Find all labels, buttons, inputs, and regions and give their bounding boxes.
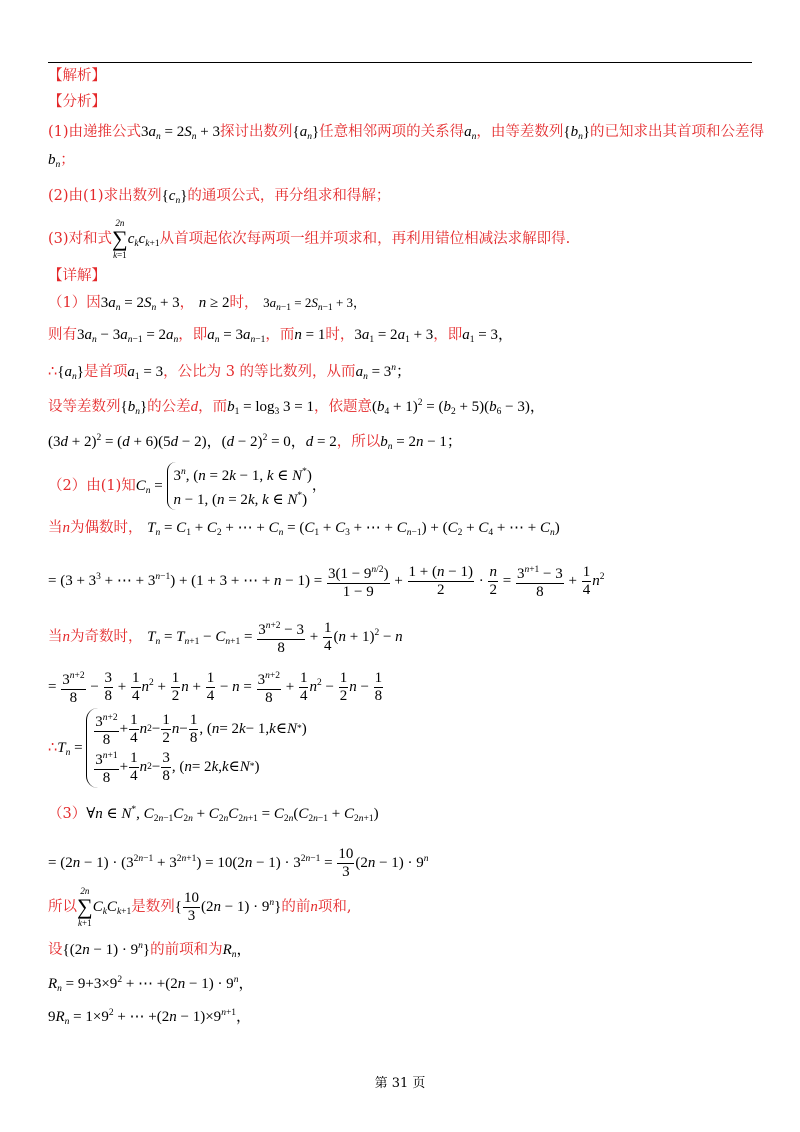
- fenxi-heading: 【分析】: [48, 94, 106, 110]
- detail-1-line-2: 则有$3a_n - 3a_{n-1} = 2a_n$，即$a_n = 3a_{n-1}$，而n = 1时，$3a_1 = 2a_1 + 3$，即$a_1 = 3$，: [48, 327, 513, 345]
- page-number: 第 31 页: [374, 1076, 426, 1091]
- detail-2-odd: 当n为奇数时， $T_n = T_{n+1} - C_{n+1}$ = $\frac{3^{n+2} - 3}{8}$ + $\frac{1}{4}$ $(n + 1)^2 - n$: [48, 620, 403, 656]
- sum-symbol: 2n ∑ k=1: [112, 218, 128, 260]
- analysis-step-1: (1)由递推公式$3a_n = 2S_n + 3$探讨出数列$\{a_n\}$任意相邻两项的关系得$a_n$，由等差数列$\{b_n\}$的已知求出其首项和公差得: [48, 124, 765, 142]
- detail-2-even: 当n为偶数时， $T_n = C_1 + C_2$ + ⋯ + $C_n = (C_1 + C_3$ + ⋯ + $C_{n-1}) + (C_2 + C_4$ + ⋯ + $C_n$): [48, 520, 560, 538]
- piecewise-tn: $\frac{3^{n+2}}{8}$ + $\frac{1}{4}$ n 2 − $\frac{1}{2}$ n − $\frac{1}{8}$ , ( n = 2 k − 1, k ∈ N * ) $\frac{3^{n+1}}{8}$ + $\frac{1}{4}$ n 2 − $\frac{3}{8}$ , ( n = 2 k , k ∈ N * ): [86, 708, 306, 788]
- detail-3-line-2: = $(2n - 1) \cdot (3^{2n-1} + 3^{2n+1}) = 10(2n - 1) \cdot 3^{2n-1}$ = $\frac{10}{3}$ $(2n - 1) \cdot 9^n$: [48, 846, 429, 880]
- detail-1-line-5: $(3d + 2)^2 = (d + 6)(5d - 2)$，$(d - 2)^2 = 0$，d = 2，所以$b_n = 2n - 1$；: [48, 433, 462, 452]
- piecewise-cn: 3$^n$, (n = 2k − 1, k ∈ N*) n − 1, (n = 2k, k ∈ N*): [167, 462, 312, 510]
- detail-3-line-1: （3）∀n ∈ N*, $C_{2n-1}C_{2n} + C_{2n}C_{2n+1} = C_{2n}(C_{2n-1} + C_{2n+1})$: [48, 805, 379, 824]
- detail-2-even-sum: = ($3 + 3^3$ + ⋯ + $3^{n-1}) + (1 + 3$ + ⋯ + n − 1) = $\frac{3(1 - 9^{n/2})}{1 - 9}$ + $\frac{1 + (n - 1)}{2}$ · $\frac{n}{2}$ = $\frac{3^{n+1} - 3}{8}$ + $\frac{1}{4}$ $n^2$: [48, 564, 605, 600]
- xiangjie-heading: 【详解】: [48, 268, 106, 284]
- header-rule: [48, 62, 752, 63]
- detail-1-line-3: $\therefore\{a_n\}$是首项$a_1 = 3$，公比为 3 的等比数列，从而$a_n = 3^n$；: [48, 363, 412, 382]
- detail-2-tn: $\therefore T_n$ = $\frac{3^{n+2}}{8}$ + $\frac{1}{4}$ n 2 − $\frac{1}{2}$ n − $\frac{1}{8}$ , ( n = 2 k − 1, k ∈ N * ) $\frac{3^{n+1}}{8}$ + $\frac{1}{4}$ n 2 − $\frac{3}{8}$ , ( n = 2 k , k ∈ N * ): [48, 708, 307, 788]
- detail-3-line-4: 设$\{(2n - 1) \cdot 9^n\}$的前项和为$R_n$，: [48, 941, 252, 960]
- detail-2-odd-expand: = $\frac{3^{n+2}}{8}$ − $\frac{3}{8}$ + $\frac{1}{4}$ $n^2$ + $\frac{1}{2}$ n + $\frac{1}{4}$ − n = $\frac{3^{n+2}}{8}$ + $\frac{1}{4}$ $n^2$ − $\frac{1}{2}$ n − $\frac{1}{8}$: [48, 670, 383, 706]
- detail-3-line-5: $R_n = 9+3\times 9^2$ + ⋯ $+(2n - 1) \cdot 9^n$，: [48, 975, 254, 994]
- detail-1-line-4: 设等差数列$\{b_n\}$的公差d，而$b_1 = \log_3 3 = 1$，依题意$(b_4 + 1)^2 = (b_2 + 5)(b_6 - 3)$，: [48, 398, 545, 417]
- detail-3-line-3: 所以2n ∑ $k+1C_kC_{k+1}$是数列{ $\frac{10}{3}$ $(2n - 1) \cdot 9^n$}的前n项和,: [48, 886, 352, 928]
- analysis-step-3: (3)对和式2n ∑ $k=1c_kc_{k+1}$从首项起依次每两项一组并项求和，再利用错位相减法求解即得.: [48, 218, 571, 260]
- detail-3-line-6: $9R_n = 1\times 9^2$ + ⋯ $+(2n - 1)\times 9^{n+1}$，: [48, 1008, 252, 1027]
- detail-2-line-1: （2）由(1)知$C_n$ = 3$^n$, (n = 2k − 1, k ∈ N*) n − 1, (n = 2k, k ∈ N*) ，: [48, 462, 326, 510]
- jiexi-heading: 【解析】: [48, 68, 106, 84]
- detail-1-line-1: （1）因$3a_n = 2S_n + 3$， n ≥ 2时， $3a_{n-1} = 2S_{n-1} + 3$，: [48, 295, 367, 313]
- analysis-step-2: (2)由(1)求出数列$\{c_n\}$的通项公式，再分组求和得解；: [48, 188, 391, 206]
- analysis-step-1-cont: $b_n$；: [48, 152, 75, 170]
